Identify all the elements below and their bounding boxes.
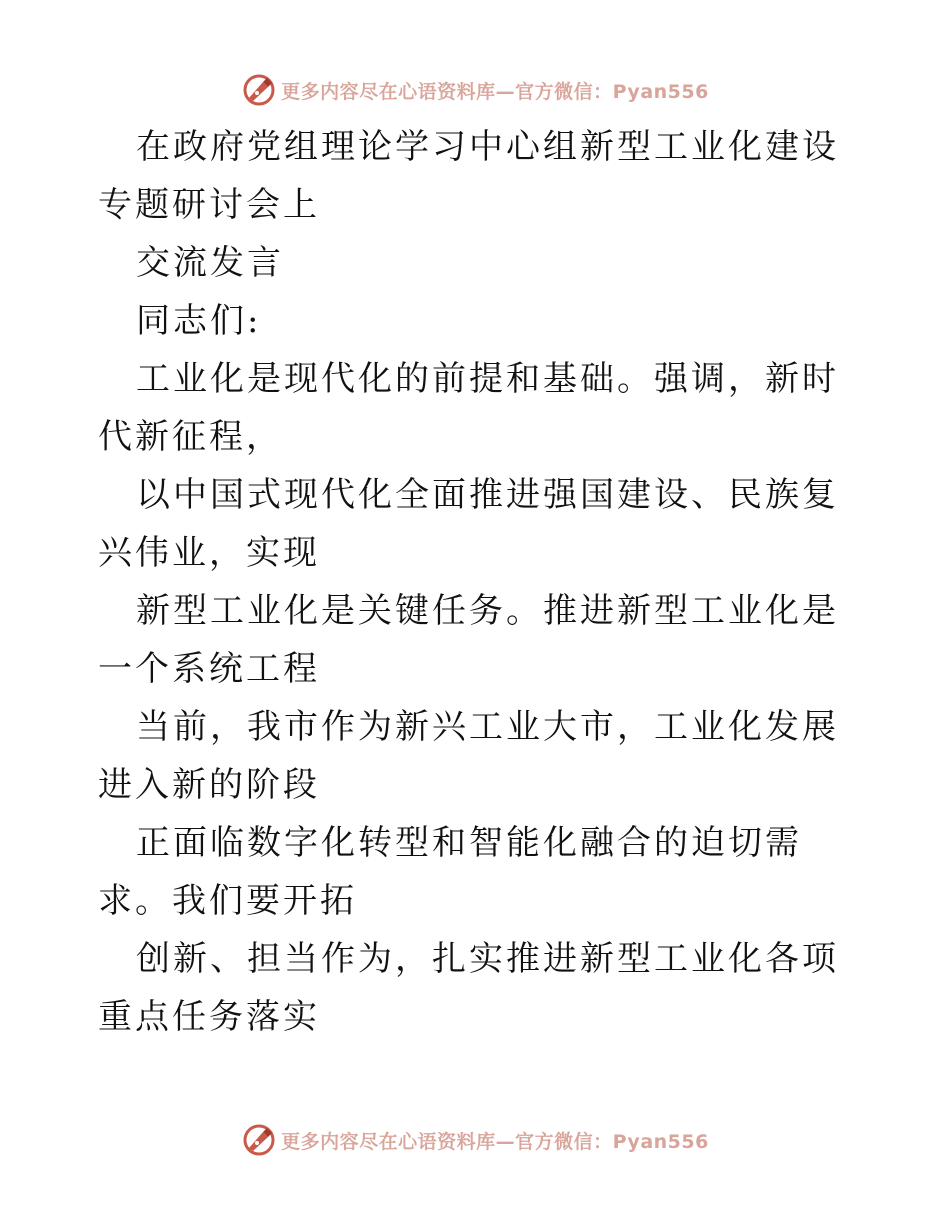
- paragraph: 工业化是现代化的前提和基础。强调，新时代新征程，: [98, 359, 839, 457]
- header-watermark: [0, 70, 950, 110]
- watermark-text: 更多内容尽在心语资料库—官方微信：Pyan556: [281, 80, 709, 103]
- pen-nib-circle-icon: [241, 1122, 277, 1158]
- watermark-text: 更多内容尽在心语资料库—官方微信：Pyan556: [281, 1130, 709, 1153]
- footer-watermark: [0, 1120, 950, 1160]
- paragraph: 以中国式现代化全面推进强国建设、民族复兴伟业，实现: [98, 475, 839, 573]
- doc-subtitle: 交流发言: [136, 243, 284, 283]
- document-body: [98, 118, 858, 1046]
- paragraph: 新型工业化是关键任务。推进新型工业化是一个系统工程: [98, 591, 839, 689]
- doc-title: 在政府党组理论学习中心组新型工业化建设专题研讨会上: [98, 127, 839, 225]
- paragraph: 当前，我市作为新兴工业大市，工业化发展进入新的阶段: [98, 707, 839, 805]
- salutation: 同志们:: [136, 301, 262, 341]
- pen-nib-circle-icon: [241, 72, 277, 108]
- paragraph: 创新、担当作为，扎实推进新型工业化各项重点任务落实: [98, 939, 839, 1037]
- paragraph: 正面临数字化转型和智能化融合的迫切需求。我们要开拓: [98, 823, 802, 921]
